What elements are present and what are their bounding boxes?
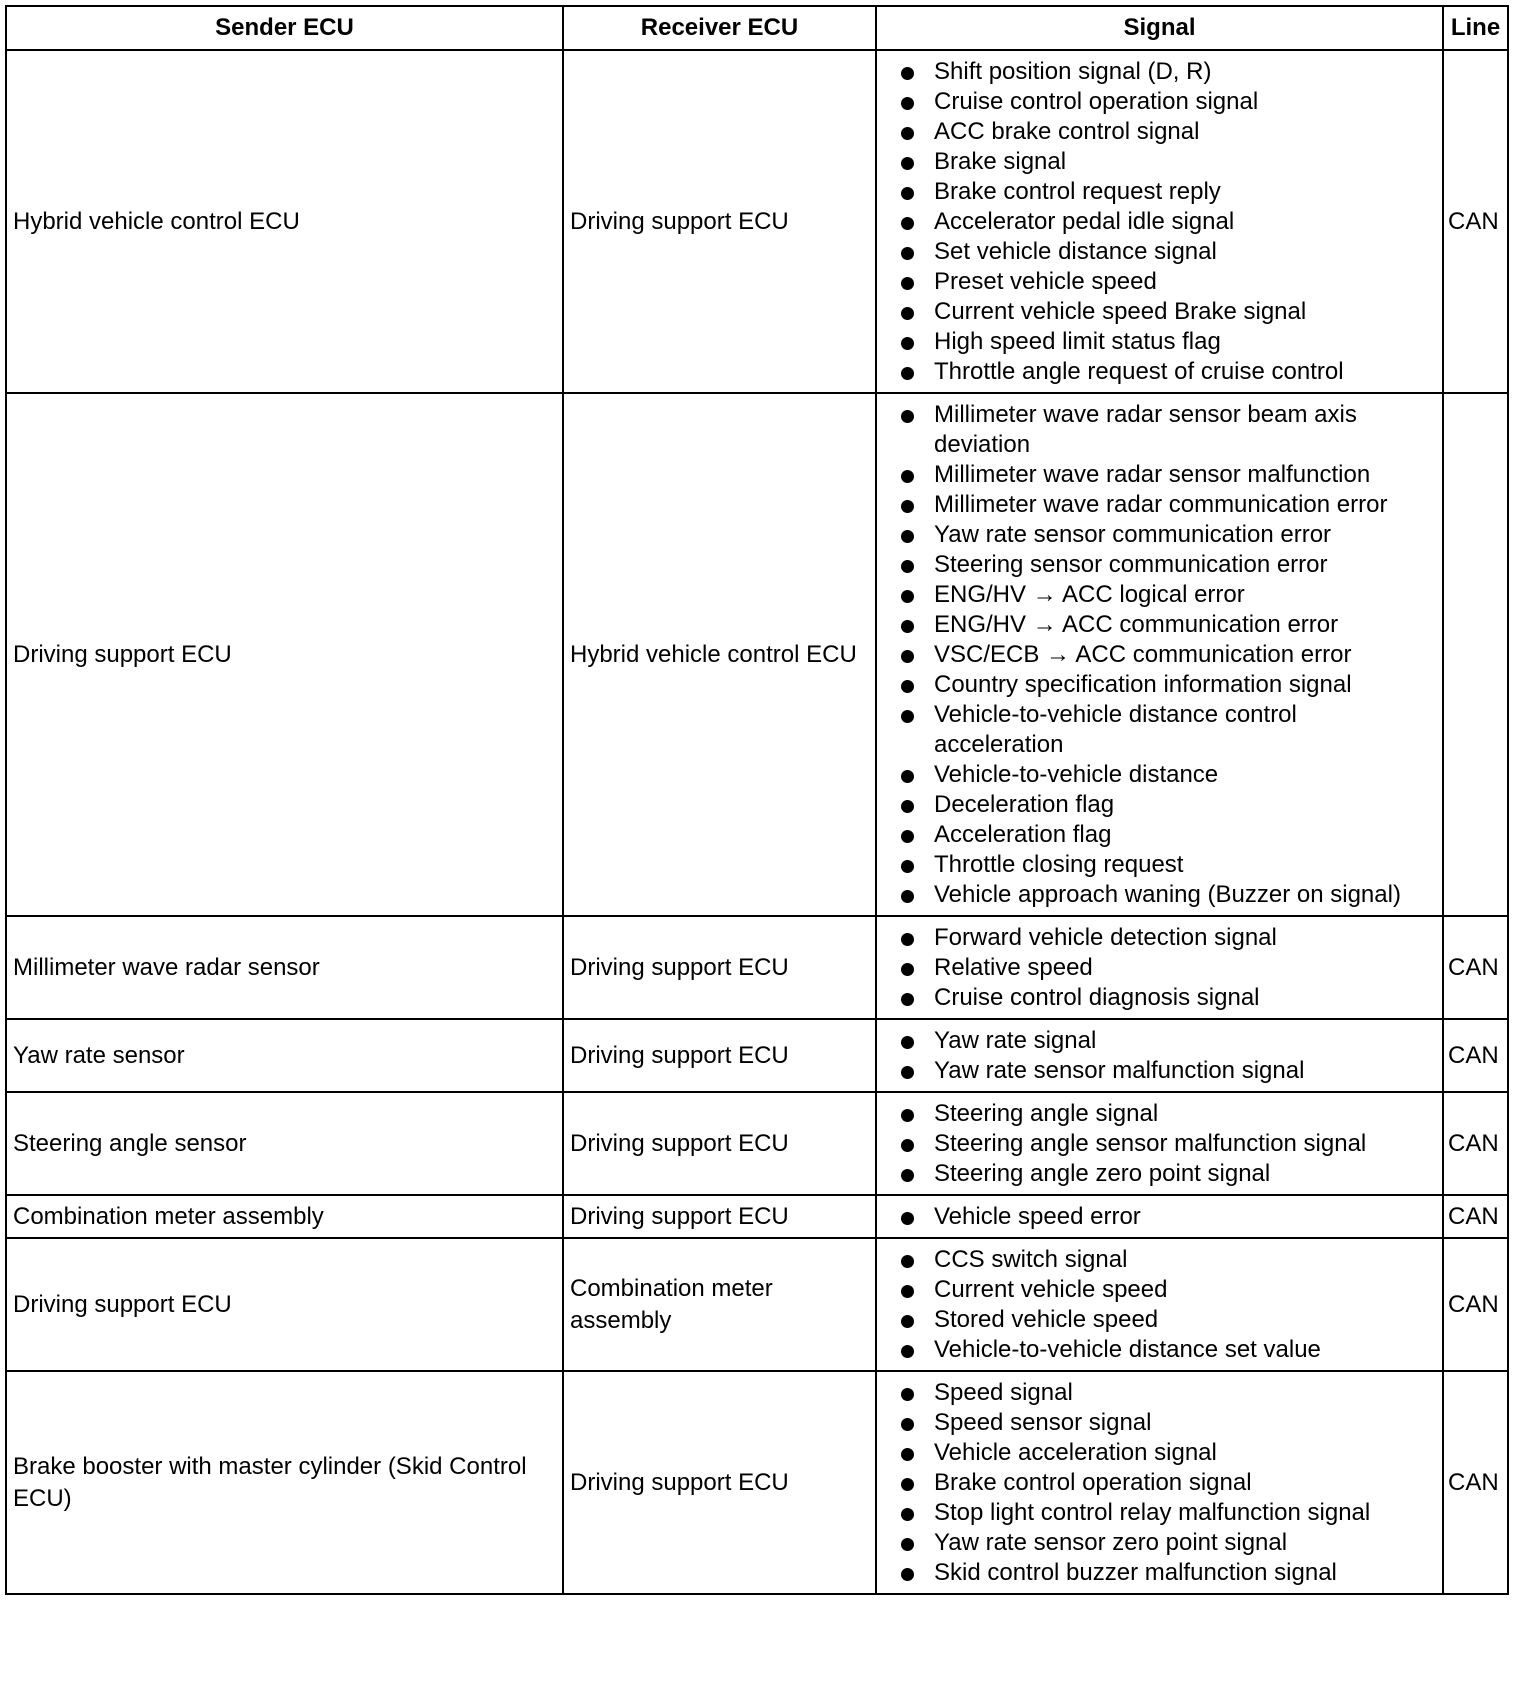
signal-item: Deceleration flag — [899, 790, 1430, 820]
signal-item: Vehicle-to-vehicle distance — [899, 760, 1430, 790]
signal-item: Steering angle sensor malfunction signal — [899, 1129, 1430, 1159]
signal-item: Vehicle-to-vehicle distance set value — [899, 1335, 1430, 1365]
table-row — [6, 1092, 1508, 1195]
signal-item: Forward vehicle detection signal — [899, 923, 1430, 953]
signal-item: Throttle angle request of cruise control — [899, 357, 1430, 387]
signal-item: Brake control operation signal — [899, 1468, 1430, 1498]
table-row — [6, 1371, 1508, 1594]
receiver-ecu-cell: Hybrid vehicle control ECU — [563, 393, 876, 916]
header-sender-ecu: Sender ECU — [6, 6, 563, 50]
signal-item: Vehicle acceleration signal — [899, 1438, 1430, 1468]
signal-item: Yaw rate signal — [899, 1026, 1430, 1056]
signal-item: High speed limit status flag — [899, 327, 1430, 357]
signal-item: Stored vehicle speed — [899, 1305, 1430, 1335]
line-cell: CAN — [1443, 1092, 1508, 1195]
sender-ecu-cell: Brake booster with master cylinder (Skid Control ECU) — [6, 1371, 563, 1594]
table-row — [6, 393, 1508, 916]
line-cell: CAN — [1443, 1238, 1508, 1371]
receiver-ecu-cell: Driving support ECU — [563, 1195, 876, 1238]
receiver-ecu-cell: Driving support ECU — [563, 1019, 876, 1092]
sender-ecu-cell: Yaw rate sensor — [6, 1019, 563, 1092]
header-line: Line — [1443, 6, 1508, 50]
signal-item: Millimeter wave radar sensor malfunction — [899, 460, 1430, 490]
signal-cell — [876, 1092, 1443, 1195]
signal-list — [899, 57, 1430, 387]
signal-item: Vehicle speed error — [899, 1202, 1430, 1232]
line-cell: CAN — [1443, 1371, 1508, 1594]
table-header — [6, 6, 1508, 50]
signal-item: Brake signal — [899, 147, 1430, 177]
signal-cell — [876, 1195, 1443, 1238]
signal-list — [899, 1099, 1430, 1189]
sender-ecu-cell: Combination meter assembly — [6, 1195, 563, 1238]
signal-item: Steering angle zero point signal — [899, 1159, 1430, 1189]
table-row — [6, 1238, 1508, 1371]
signal-item: Current vehicle speed — [899, 1275, 1430, 1305]
table-row — [6, 916, 1508, 1019]
line-cell: CAN — [1443, 1195, 1508, 1238]
signal-item: Stop light control relay malfunction signal — [899, 1498, 1430, 1528]
signal-item: Country specification information signal — [899, 670, 1430, 700]
signal-item: Speed sensor signal — [899, 1408, 1430, 1438]
signal-item: Vehicle approach waning (Buzzer on signal) — [899, 880, 1430, 910]
signal-list — [899, 1202, 1430, 1232]
signal-list — [899, 923, 1430, 1013]
receiver-ecu-cell: Driving support ECU — [563, 1371, 876, 1594]
signal-item: Cruise control diagnosis signal — [899, 983, 1430, 1013]
signal-item: ENG/HV → ACC logical error — [899, 580, 1430, 610]
table-row — [6, 50, 1508, 393]
signal-item: Vehicle-to-vehicle distance control acceleration — [899, 700, 1430, 760]
header-row — [6, 6, 1508, 50]
signal-item: Preset vehicle speed — [899, 267, 1430, 297]
signal-item: Yaw rate sensor zero point signal — [899, 1528, 1430, 1558]
signal-list — [899, 400, 1430, 910]
signal-item: Set vehicle distance signal — [899, 237, 1430, 267]
sender-ecu-cell: Millimeter wave radar sensor — [6, 916, 563, 1019]
signal-item: Brake control request reply — [899, 177, 1430, 207]
receiver-ecu-cell: Driving support ECU — [563, 916, 876, 1019]
line-cell: CAN — [1443, 1019, 1508, 1092]
line-cell: CAN — [1443, 916, 1508, 1019]
sender-ecu-cell: Driving support ECU — [6, 393, 563, 916]
signal-item: Yaw rate sensor communication error — [899, 520, 1430, 550]
signal-item: VSC/ECB → ACC communication error — [899, 640, 1430, 670]
signal-list — [899, 1378, 1430, 1588]
signal-list — [899, 1026, 1430, 1086]
line-cell: CAN — [1443, 50, 1508, 393]
table-row — [6, 1195, 1508, 1238]
signal-item: Accelerator pedal idle signal — [899, 207, 1430, 237]
header-signal: Signal — [876, 6, 1443, 50]
signal-item: Yaw rate sensor malfunction signal — [899, 1056, 1430, 1086]
sender-ecu-cell: Hybrid vehicle control ECU — [6, 50, 563, 393]
signal-item: Acceleration flag — [899, 820, 1430, 850]
signal-cell — [876, 50, 1443, 393]
header-receiver-ecu: Receiver ECU — [563, 6, 876, 50]
receiver-ecu-cell: Driving support ECU — [563, 1092, 876, 1195]
sender-ecu-cell: Steering angle sensor — [6, 1092, 563, 1195]
table-body — [6, 50, 1508, 1594]
signal-item: CCS switch signal — [899, 1245, 1430, 1275]
signal-item: Millimeter wave radar communication error — [899, 490, 1430, 520]
signal-item: Skid control buzzer malfunction signal — [899, 1558, 1430, 1588]
signal-item: Steering angle signal — [899, 1099, 1430, 1129]
signal-item: Shift position signal (D, R) — [899, 57, 1430, 87]
signal-cell — [876, 1019, 1443, 1092]
signal-item: Steering sensor communication error — [899, 550, 1430, 580]
signal-cell — [876, 1238, 1443, 1371]
signal-cell — [876, 393, 1443, 916]
receiver-ecu-cell: Driving support ECU — [563, 50, 876, 393]
signal-item: Cruise control operation signal — [899, 87, 1430, 117]
signal-item: Relative speed — [899, 953, 1430, 983]
signal-list — [899, 1245, 1430, 1365]
receiver-ecu-cell: Combination meter assembly — [563, 1238, 876, 1371]
signal-item: Throttle closing request — [899, 850, 1430, 880]
sender-ecu-cell: Driving support ECU — [6, 1238, 563, 1371]
line-cell — [1443, 393, 1508, 916]
signal-cell — [876, 916, 1443, 1019]
signal-item: Speed signal — [899, 1378, 1430, 1408]
table-row — [6, 1019, 1508, 1092]
signal-cell — [876, 1371, 1443, 1594]
ecu-communication-table — [5, 5, 1509, 1595]
signal-item: ENG/HV → ACC communication error — [899, 610, 1430, 640]
signal-item: Millimeter wave radar sensor beam axis deviation — [899, 400, 1430, 460]
signal-item: Current vehicle speed Brake signal — [899, 297, 1430, 327]
signal-item: ACC brake control signal — [899, 117, 1430, 147]
